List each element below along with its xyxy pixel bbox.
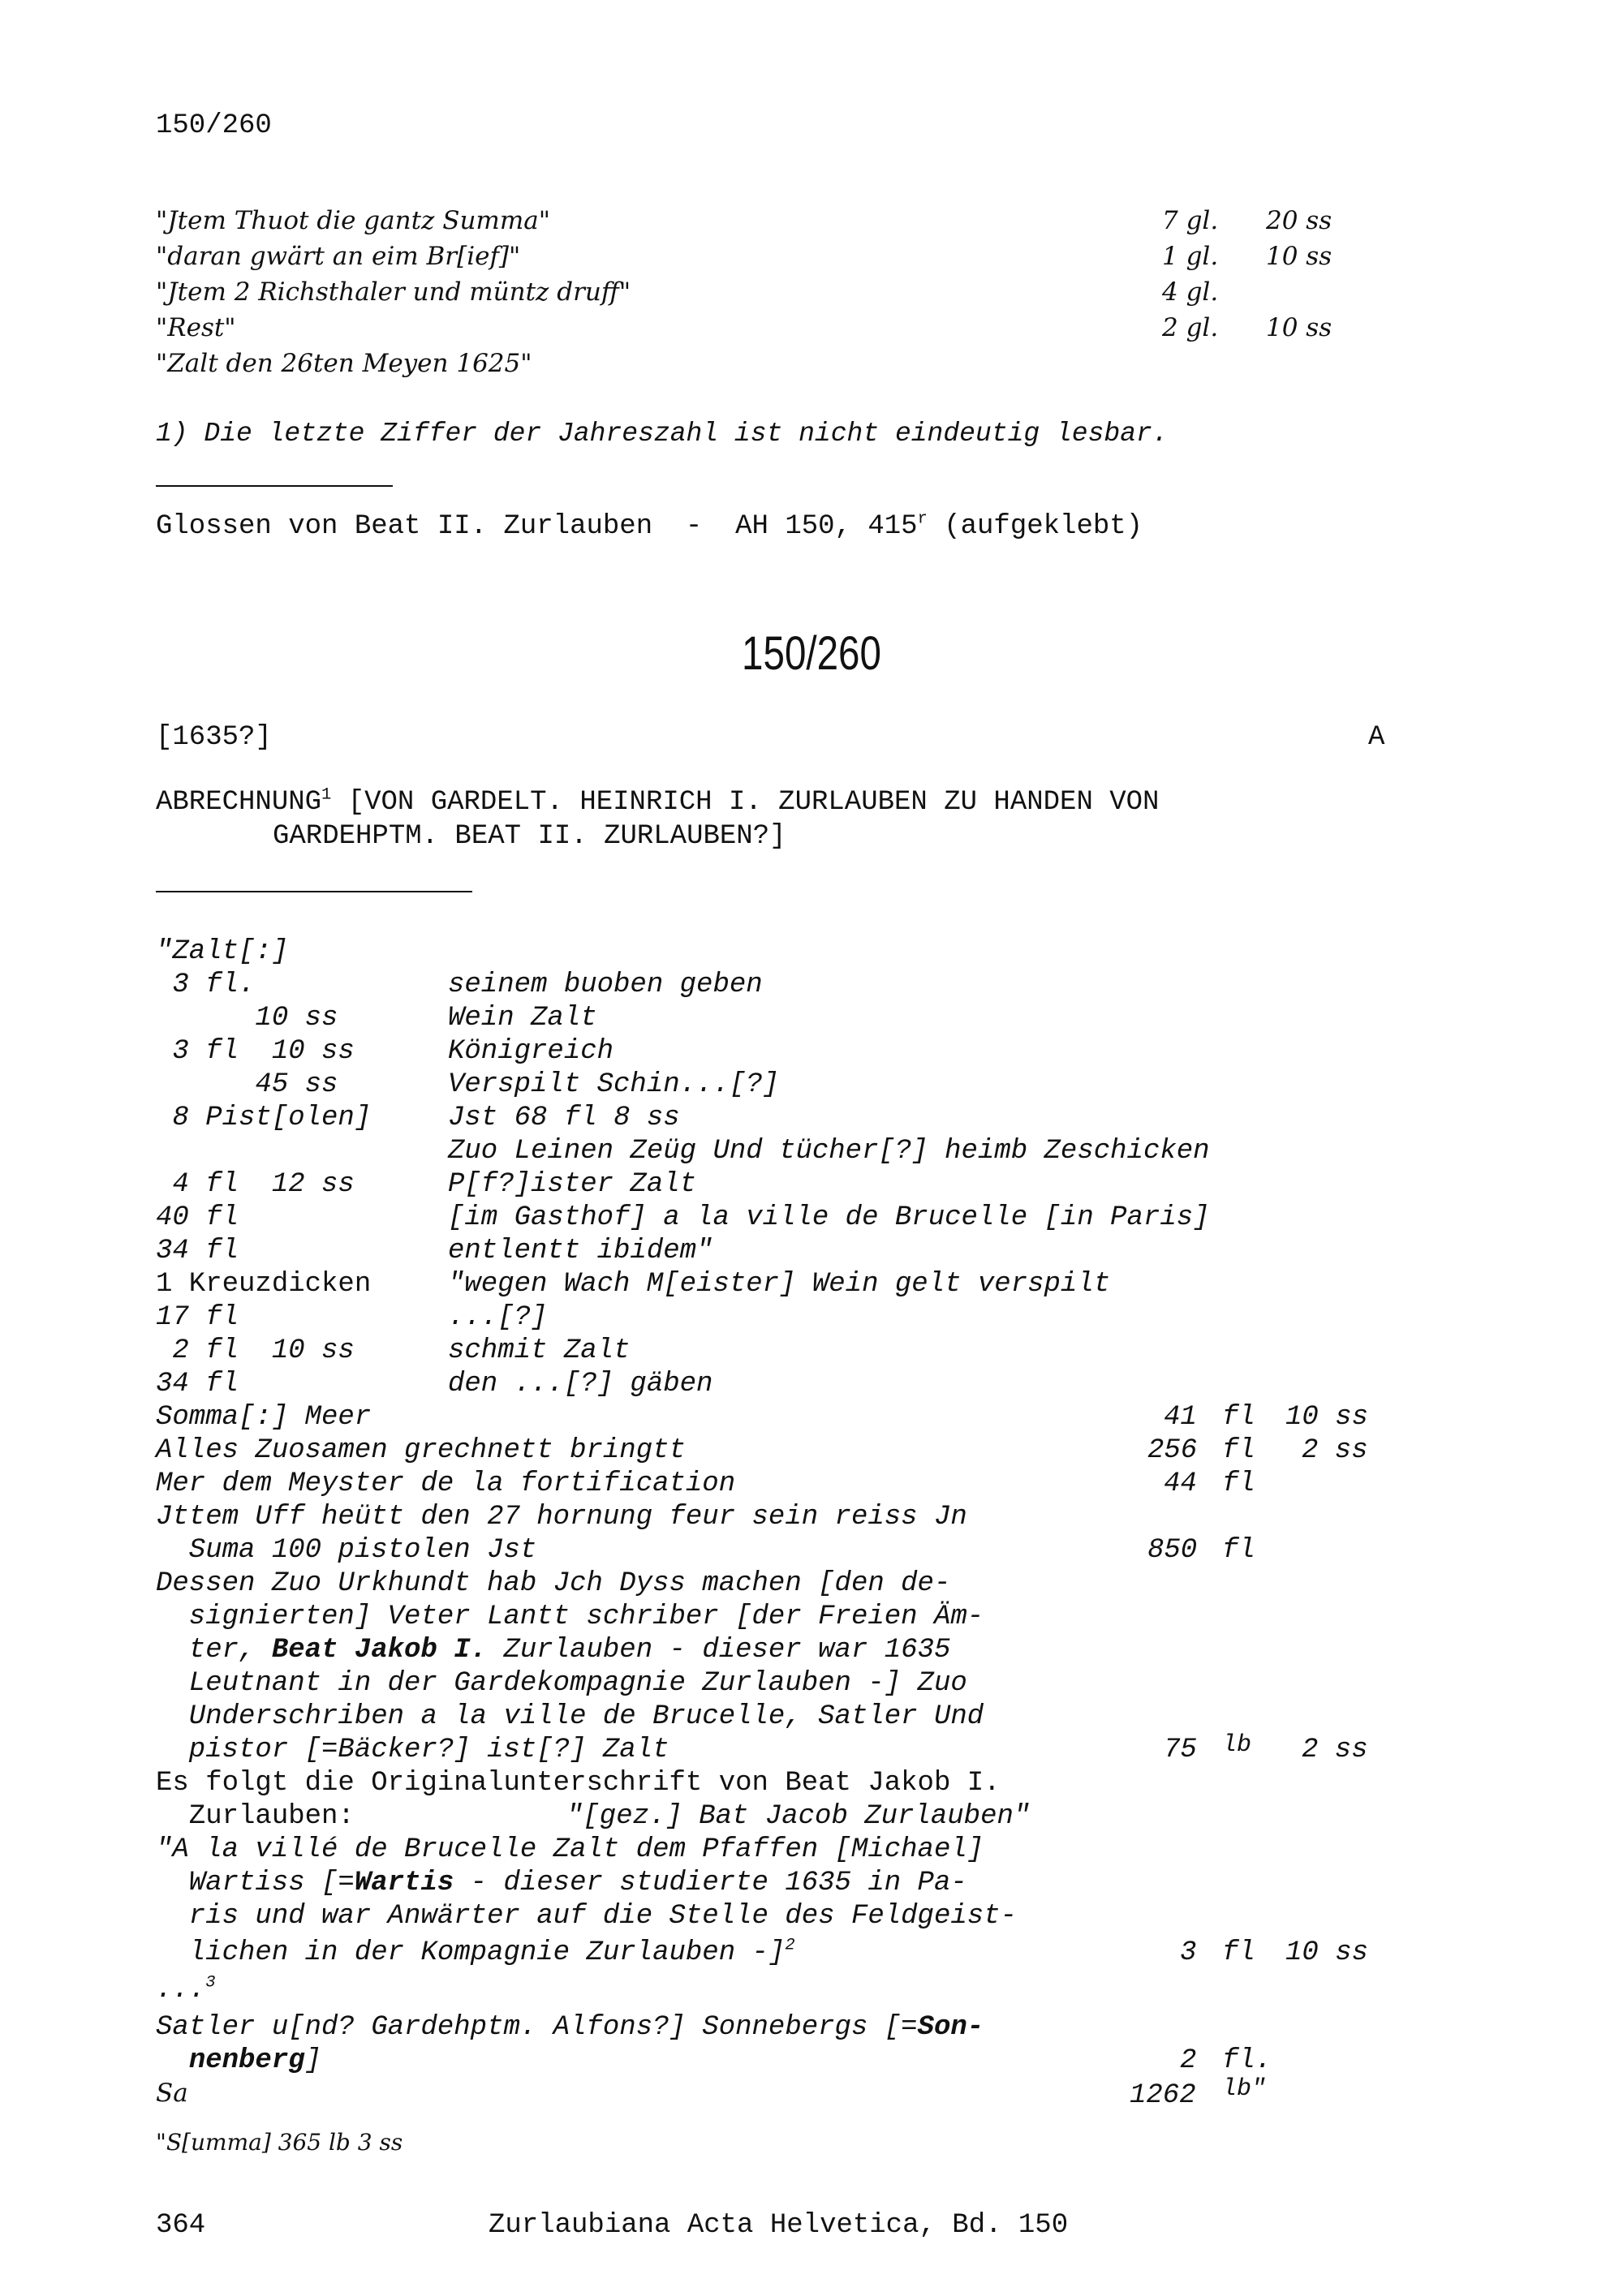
summary-unit: fl (1222, 1535, 1255, 1566)
summa-line: "S[umma] 365 lb 3 ss (156, 2129, 403, 2156)
document-heading (156, 787, 1159, 818)
heading-rest: [VON GARDELT. HEINRICH I. ZURLAUBEN ZU HANDEN VON (331, 787, 1160, 818)
para-amount: 3 (1180, 1937, 1197, 1968)
ledger-text: ...[?] (448, 1302, 548, 1333)
para-amount: 75 (1164, 1735, 1197, 1765)
summary-ss: 2 ss (1302, 1435, 1368, 1466)
para-line: signierten] Veter Lantt schriber [der Freien Äm- (156, 1602, 984, 1632)
para-line: pistor [=Bäcker?] ist[?] Zalt (156, 1735, 669, 1765)
summary-amount: 41 (1164, 1402, 1197, 1433)
quote-line: "Zalt den 26ten Meyen 1625" (156, 349, 532, 378)
ledger-text: [im Gasthof] a la ville de Brucelle [in Paris] (448, 1202, 1210, 1233)
summary-row (0, 1402, 1623, 1435)
para-line (156, 2012, 984, 2043)
ledger-text: P[f?]ister Zalt (448, 1169, 697, 1200)
ledger-amount: 4 fl 12 ss (156, 1169, 355, 1200)
quote-amount: 1 gl. (1162, 242, 1219, 271)
quote-amount: 4 gl. (1162, 277, 1219, 307)
summary-row (0, 1468, 1623, 1502)
quote-amount: 7 gl. (1162, 206, 1219, 235)
ellipsis-sup: 3 (205, 1973, 216, 1993)
ledger-text: schmit Zalt (448, 1335, 631, 1366)
summary-amount: 850 (1147, 1535, 1198, 1566)
ledger-amount: 3 fl 10 ss (156, 1036, 355, 1067)
para-unit: fl. (1222, 2045, 1272, 2076)
divider (156, 891, 472, 892)
para-ss: 10 ss (1285, 1937, 1369, 1968)
divider (156, 485, 393, 487)
para-line (156, 2045, 321, 2076)
quote-amount: 2 gl. (1162, 313, 1219, 342)
para-line (156, 1937, 795, 1968)
ledger-text: den ...[?] gäben (448, 1369, 713, 1400)
para-text: - dieser studierte 1635 in Pa- (454, 1868, 967, 1898)
para-unit: fl (1222, 1937, 1255, 1968)
para-amount: 2 (1180, 2045, 1197, 2076)
heading-main: ABRECHNUNG (156, 787, 322, 818)
footer-title: Zurlaubiana Acta Helvetica, Bd. 150 (489, 2210, 1069, 2241)
ledger-amount: 1 Kreuzdicken (156, 1269, 372, 1300)
quote-amount: 10 ss (1266, 242, 1332, 271)
signature-label: Zurlauben: (156, 1801, 355, 1832)
ledger-amount: 40 fl (156, 1202, 239, 1233)
ledger-text: Wein Zalt (448, 1003, 597, 1034)
ledger-amount: 2 fl 10 ss (156, 1335, 355, 1366)
summary-row (0, 1435, 1623, 1468)
para-unit: lb (1222, 1731, 1252, 1759)
ledger-row (0, 1335, 1623, 1369)
ledger-row (0, 1302, 1623, 1335)
ledger-row (0, 1003, 1623, 1036)
ledger-row (0, 1103, 1623, 1136)
ellipsis-text: ... (156, 1975, 206, 2006)
gloss-line (156, 511, 1143, 542)
ellipsis-line (156, 1975, 215, 2006)
ledger-row (0, 970, 1623, 1003)
summary-amount: 44 (1164, 1468, 1197, 1499)
ledger-amount: 3 fl. (156, 970, 256, 1000)
summary-unit: fl (1222, 1402, 1255, 1433)
ledger-row (0, 1269, 1623, 1302)
ledger-text: entlentt ibidem" (448, 1236, 713, 1266)
gloss-sup: r (917, 510, 928, 529)
para-bold-name: Beat Jakob I. (271, 1635, 488, 1666)
summary-text: Jttem Uff heütt den 27 hornung feur sein reiss Jn (156, 1502, 967, 1533)
para-bold-name: Son- (917, 2012, 984, 2043)
quote-amount: 20 ss (1266, 206, 1332, 235)
ledger-amount: 34 fl (156, 1369, 239, 1400)
para-sup: 2 (785, 1936, 795, 1955)
quote-line: "Jtem Thuot die gantz Summa" (156, 206, 550, 235)
para-text: ] (304, 2045, 322, 2076)
ledger-text: Jst 68 fl 8 ss (448, 1103, 680, 1133)
ledger-text: "wegen Wach M[eister] Wein gelt verspilt (448, 1269, 1111, 1300)
page-number: 364 (156, 2210, 206, 2241)
footnote: 1) Die letzte Ziffer der Jahreszahl ist nicht eindeutig lesbar. (156, 419, 1169, 449)
gloss-text: Glossen von Beat II. Zurlauben - AH 150, 415 (156, 511, 918, 542)
para-text: ter, (156, 1635, 272, 1666)
ledger-row (0, 936, 1623, 970)
para-bold-name: nenberg (188, 2045, 305, 2076)
ledger-amount: 10 ss (156, 1003, 338, 1034)
ledger-row (0, 1036, 1623, 1069)
para-line: "A la villé de Brucelle Zalt dem Pfaffen [Michael] (156, 1834, 984, 1865)
document-date: [1635?] (156, 722, 272, 753)
para-line: Leutnant in der Gardekompagnie Zurlauben -] Zuo (156, 1668, 967, 1699)
ledger-row (0, 1069, 1623, 1103)
ledger-text: Königreich (448, 1036, 614, 1067)
summary-text: Somma[:] Meer (156, 1402, 372, 1433)
ledger-text: Verspilt Schin...[?] (448, 1069, 780, 1100)
ledger-amount: 8 Pist[olen] (156, 1103, 372, 1133)
summary-unit: fl (1222, 1435, 1255, 1466)
ledger-amount: "Zalt[:] (156, 936, 289, 967)
summary-amount: 256 (1147, 1435, 1198, 1466)
para-line: Dessen Zuo Urkhundt hab Jch Dyss machen [den de- (156, 1568, 951, 1599)
para-line: ris und war Anwärter auf die Stelle des Feldgeist- (156, 1901, 1017, 1932)
sa-label: Sa (156, 2079, 188, 2108)
ledger-text: Zuo Leinen Zeüg Und tücher[?] heimb Zeschicken (448, 1136, 1210, 1167)
para-text: Zurlauben - dieser war 1635 (487, 1635, 951, 1666)
signature-text: "[gez.] Bat Jacob Zurlauben" (566, 1801, 1031, 1832)
para-text: Satler u[nd? Gardehptm. Alfons?] Sonnebergs [= (156, 2012, 918, 2043)
summary-text: Alles Zuosamen grechnett bringtt (156, 1435, 686, 1466)
summary-text: Suma 100 pistolen Jst (156, 1535, 537, 1566)
summary-text: Mer dem Meyster de la fortification (156, 1468, 736, 1499)
gloss-suffix: (aufgeklebt) (927, 511, 1143, 542)
ledger-row (0, 1169, 1623, 1202)
para-text: lichen in der Kompagnie Zurlauben -] (156, 1937, 786, 1968)
ledger-amount: 34 fl (156, 1236, 239, 1266)
para-text (156, 2045, 189, 2076)
page-number-top: 150/260 (156, 110, 272, 141)
ledger-row (0, 1236, 1623, 1269)
para-text: Wartiss [= (156, 1868, 355, 1898)
heading-sup: 1 (321, 785, 332, 805)
sa-amount: 1262 (1130, 2080, 1196, 2111)
para-line: Underschriben a la ville de Brucelle, Satler Und (156, 1701, 984, 1732)
quote-line: "Jtem 2 Richsthaler und müntz druff" (156, 277, 631, 307)
summary-row (0, 1535, 1623, 1568)
para-line (156, 1868, 967, 1898)
ledger-row (0, 1202, 1623, 1236)
ledger-amount: 17 fl (156, 1302, 239, 1333)
ledger-row (0, 1369, 1623, 1402)
document-heading-line2: GARDEHPTM. BEAT II. ZURLAUBEN?] (273, 821, 786, 852)
signature-note: Es folgt die Originalunterschrift von Beat Jakob I. (156, 1768, 1001, 1799)
para-ss: 2 ss (1302, 1735, 1368, 1765)
document-number: 150/260 (742, 627, 881, 680)
para-line (156, 1635, 950, 1666)
summary-row (0, 1502, 1623, 1535)
quote-line: "daran gwärt an eim Br[ief]" (156, 242, 521, 271)
quote-amount: 10 ss (1266, 313, 1332, 342)
ledger-amount: 45 ss (156, 1069, 338, 1100)
quote-line: "Rest" (156, 313, 236, 342)
summary-ss: 10 ss (1285, 1402, 1369, 1433)
sa-unit: lb" (1222, 2075, 1267, 2103)
document-letter: A (1368, 722, 1385, 753)
summary-unit: fl (1222, 1468, 1255, 1499)
ledger-text: seinem buoben geben (448, 970, 763, 1000)
ledger-row (0, 1136, 1623, 1169)
para-bold-name: Wartis (354, 1868, 454, 1898)
